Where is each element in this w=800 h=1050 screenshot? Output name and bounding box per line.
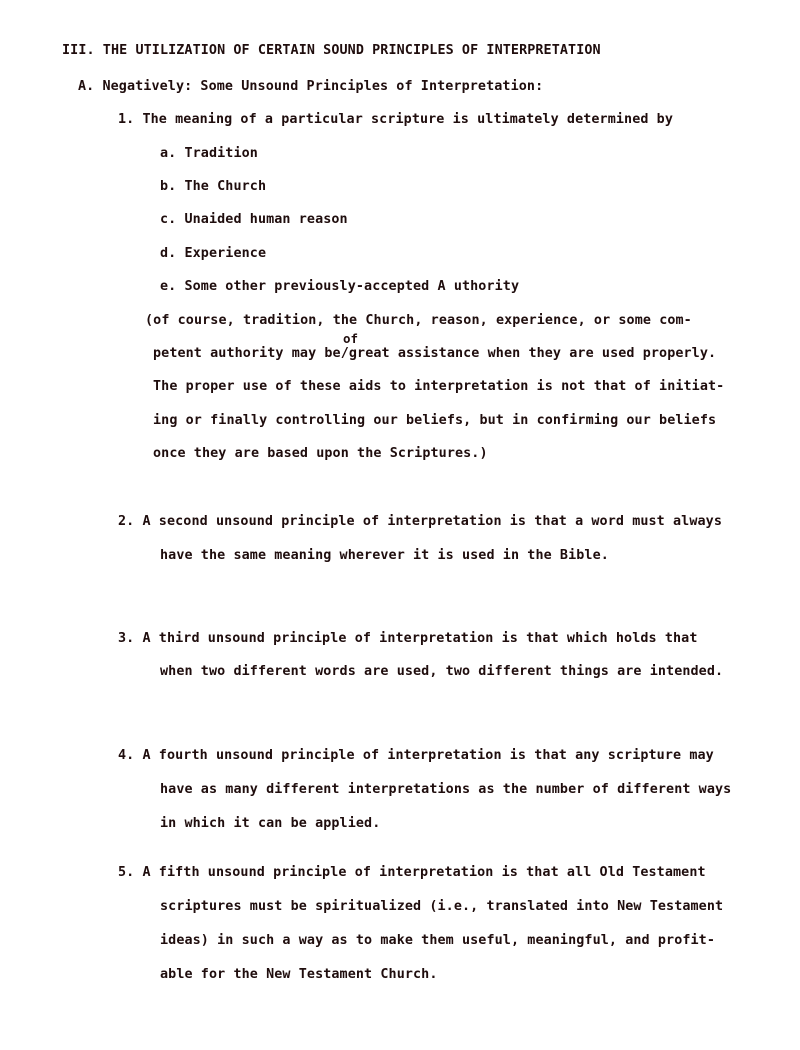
item-1-subitem-b: b. The Church bbox=[160, 179, 267, 194]
item-1-note-line-3: The proper use of these aids to interpretation is not that of initiat- bbox=[153, 379, 725, 394]
item-1-subitem-c: c. Unaided human reason bbox=[160, 212, 348, 227]
subsection-heading: A. Negatively: Some Unsound Principles of Interpretation: bbox=[78, 79, 544, 94]
item-3-line-2: when two different words are used, two different things are intended. bbox=[160, 664, 724, 679]
item-1-note-insertion: of bbox=[343, 331, 359, 346]
item-1-subitem-e: e. Some other previously-accepted A uthority bbox=[160, 279, 520, 294]
item-5-line-4: able for the New Testament Church. bbox=[160, 967, 438, 982]
item-4-line-2: have as many different interpretations as the number of different ways bbox=[160, 782, 732, 797]
item-2-line-1: 2. A second unsound principle of interpretation is that a word must always bbox=[118, 514, 722, 529]
item-5-line-2: scriptures must be spiritualized (i.e., translated into New Testament bbox=[160, 899, 724, 914]
item-1-note-line-2: petent authority may be/great assistance when they are used properly. bbox=[153, 346, 717, 361]
item-4-line-1: 4. A fourth unsound principle of interpretation is that any scripture may bbox=[118, 748, 714, 763]
item-2-line-2: have the same meaning wherever it is used in the Bible. bbox=[160, 548, 609, 563]
item-3-line-1: 3. A third unsound principle of interpretation is that which holds that bbox=[118, 631, 698, 646]
item-1-intro: 1. The meaning of a particular scripture is ultimately determined by bbox=[118, 112, 674, 127]
item-1-subitem-a: a. Tradition bbox=[160, 146, 258, 161]
item-1-note-line-4: ing or finally controlling our beliefs, but in confirming our beliefs bbox=[153, 413, 717, 428]
item-1-note-line-5: once they are based upon the Scriptures.) bbox=[153, 446, 488, 461]
item-4-line-3: in which it can be applied. bbox=[160, 816, 381, 831]
item-1-note-line-1: (of course, tradition, the Church, reason, experience, or some com- bbox=[145, 313, 692, 328]
item-1-subitem-d: d. Experience bbox=[160, 246, 267, 261]
section-heading: III. THE UTILIZATION OF CERTAIN SOUND PRINCIPLES OF INTERPRETATION bbox=[62, 43, 601, 58]
item-5-line-1: 5. A fifth unsound principle of interpretation is that all Old Testament bbox=[118, 865, 706, 880]
item-5-line-3: ideas) in such a way as to make them useful, meaningful, and profit- bbox=[160, 933, 716, 948]
